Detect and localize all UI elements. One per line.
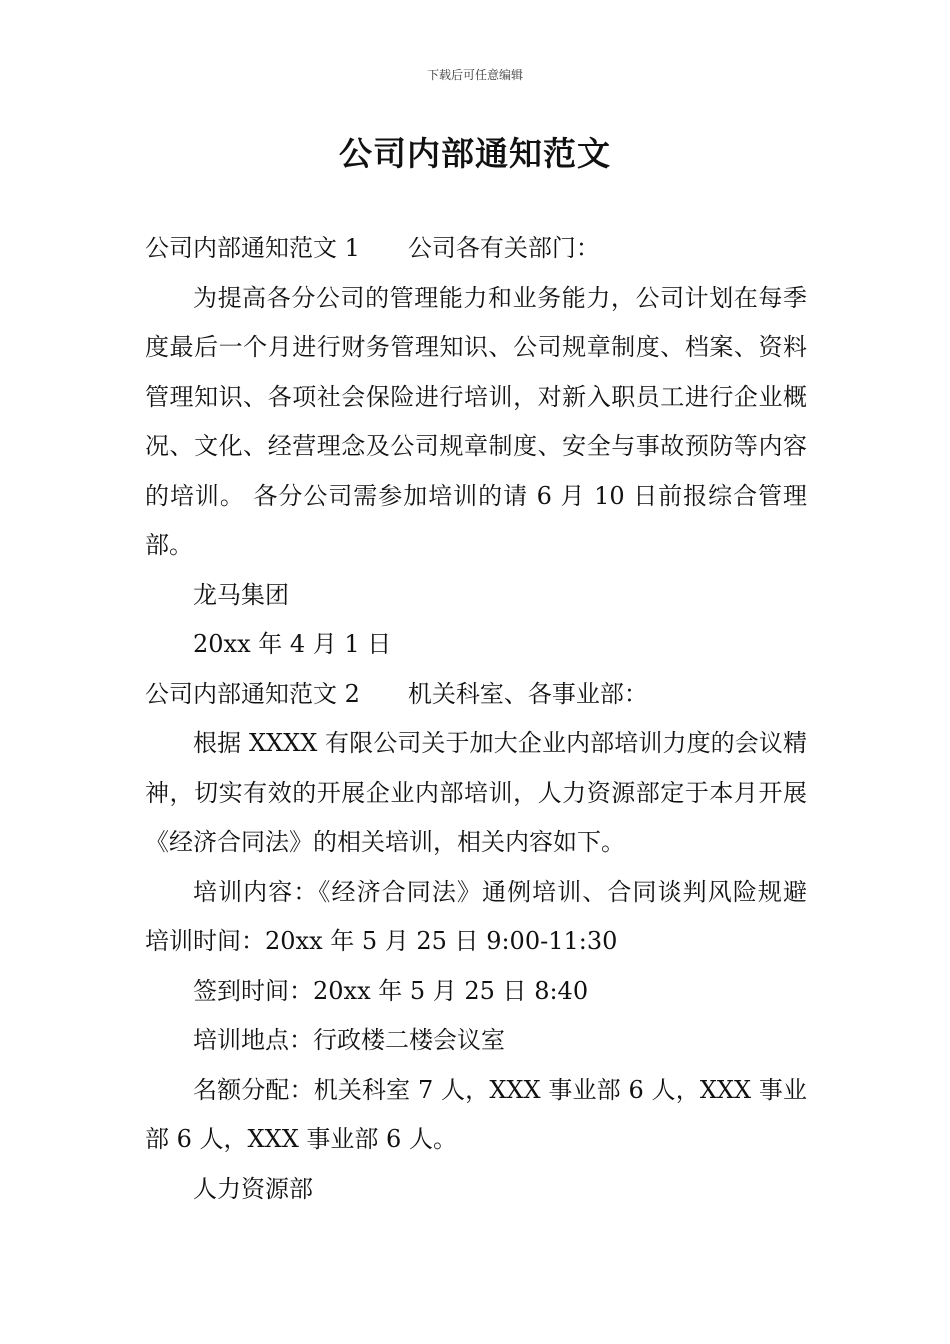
document-body: [145, 224, 807, 1214]
document-title: 公司内部通知范文: [339, 134, 611, 173]
notice-2-content-and-time: 培训内容：《经济合同法》通例培训、合同谈判风险规避 培训时间：20xx 年 5 月 25 日 9:00-11:30: [145, 877, 807, 955]
notice-2-signin-time: 签到时间：20xx 年 5 月 25 日 8:40: [193, 976, 589, 1005]
notice-2-quota: 名额分配：机关科室 7 人，XXX 事业部 6 人，XXX 事业部 6 人，XXX 事业部 6 人。: [145, 1075, 807, 1153]
notice-1-signature: 龙马集团: [193, 580, 289, 609]
header-note: 下载后可任意编辑: [426, 68, 523, 82]
notice-1-date: 20xx 年 4 月 1 日: [193, 630, 392, 658]
notice-1-body: 为提高各分公司的管理能力和业务能力，公司计划在每季度最后一个月进行财务管理知识、公司规章制度、档案、资料管理知识、各项社会保险进行培训，对新入职员工进行企业概况、文化、经营理念及公司规章制度、安全与事故预防等内容的培训。 各分公司需参加培训的请 6 月 10 日前报综合管理部。: [145, 283, 807, 559]
notice-1-heading-line: [145, 224, 807, 274]
notice-2-heading: 公司内部通知范文 2: [145, 679, 360, 708]
notice-1-heading: 公司内部通知范文 1: [145, 234, 360, 262]
notice-2-intro: 根据 XXXX 有限公司关于加大企业内部培训力度的会议精神，切实有效的开展企业内部培训，人力资源部定于本月开展《经济合同法》的相关培训，相关内容如下。: [145, 729, 807, 856]
notice-2-heading-line: [145, 670, 807, 720]
notice-2-signature: 人力资源部: [193, 1174, 313, 1203]
notice-2-location: 培训地点：行政楼二楼会议室: [193, 1026, 505, 1054]
notice-1-addressee: 公司各有关部门：: [407, 234, 600, 262]
notice-2-addressee: 机关科室、各事业部：: [407, 679, 648, 708]
